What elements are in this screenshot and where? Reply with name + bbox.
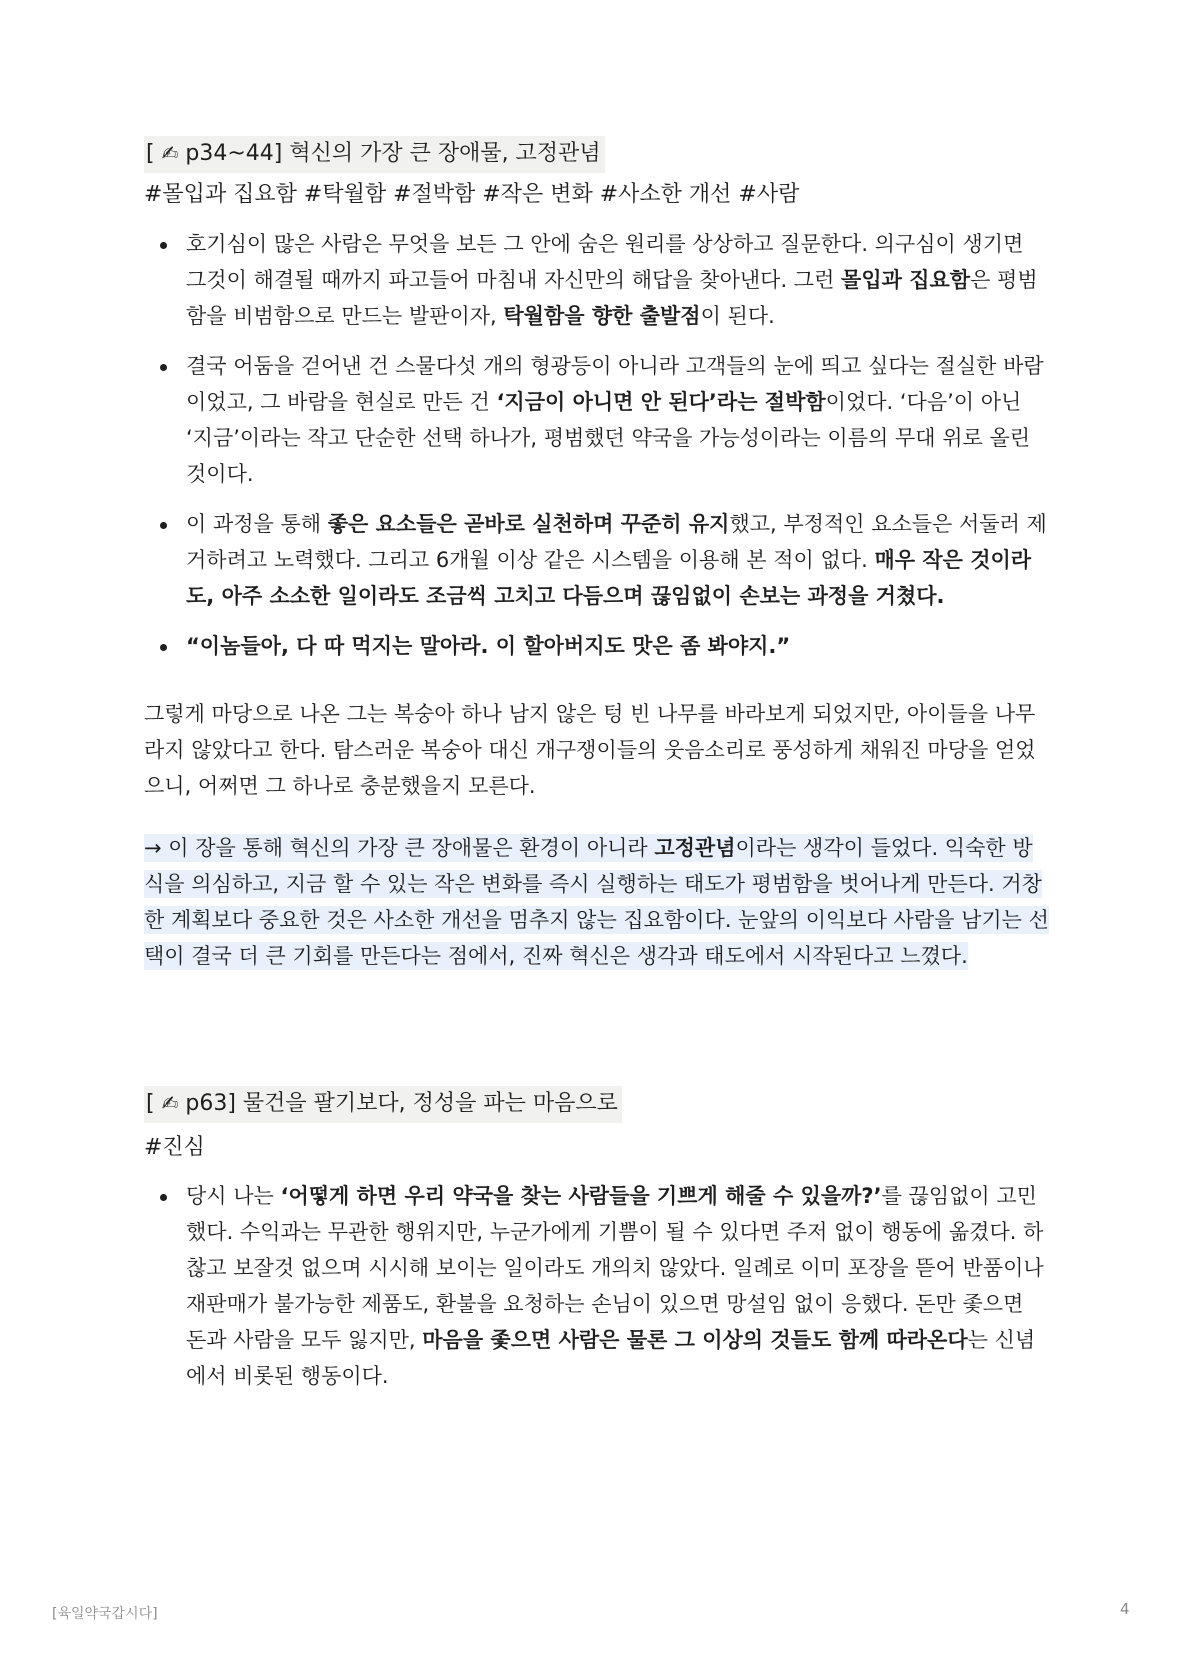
text-run: 당시 나는 [186, 1184, 281, 1208]
bold-run: 탁월함을 향한 출발점 [503, 304, 701, 328]
page-number: 4 [1120, 1600, 1130, 1618]
highlight [144, 834, 1049, 970]
list-item [144, 506, 1050, 614]
reflection-note [144, 830, 1050, 974]
text-run: 호기심이 많은 사람은 무엇을 보든 그 안에 숨은 원리를 상상하고 질문한다. 의구심이 생기면 그것이 해결될 때까지 파고들어 마침내 자신만의 해답을 찾아낸다. 그런 [186, 232, 1024, 292]
list-item [144, 1178, 1050, 1394]
hashtag-line: #진심 [144, 1135, 205, 1160]
text-run: 했고, 부정적인 요소들은 서둘러 제거하려고 노력했다. 그리고 6개월 이상 같은 시스템을 이용해 본 적이 없다. [186, 512, 1047, 572]
heading-text: p34~44] 혁신의 가장 큰 장애물, 고정관념 [185, 141, 601, 166]
text-run: 를 끊임없이 고민했다. 수익과는 무관한 행위지만, 누군가에게 기쁨이 될 수 있다면 주저 없이 행동에 옮겼다. 하찮고 보잘것 없으며 시시해 보이는 일이라도 개의치 않았다. 일례로 이미 포장을 뜯어 반품이나 재판매가 불가능한 제품도, 환불을 요청하는 손님이 있으면 망설임 없이 응했다. 돈만 좇으면 돈과 사람을 모두 잃지만, [186, 1184, 1044, 1352]
heading-bracket: [ [146, 141, 155, 166]
text-run: 이 된다. [700, 304, 775, 328]
text-run: 이 과정을 통해 [186, 512, 328, 536]
bullet-list [144, 1178, 1050, 1408]
bold-run: 매우 작은 것이라도, 아주 소소한 일이라도 조금씩 고치고 다듬으며 끊임없이 손보는 과정을 거쳤다. [186, 548, 1032, 608]
bold-run: 마음을 좇으면 사람은 물론 그 이상의 것들도 함께 따라온다 [422, 1328, 968, 1352]
bullet-list [144, 226, 1050, 678]
text-run: 이라는 생각이 들었다. 익숙한 방식을 의심하고, 지금 할 수 있는 작은 변화를 즉시 실행하는 태도가 평범함을 벗어나게 만든다. 거창한 계획보다 중요한 것은 사소한 개선을 멈추지 않는 집요함이다. 눈앞의 이익보다 사람을 남기는 선택이 결국 더 큰 기회를 만든다는 점에서, 진짜 혁신은 생각과 태도에서 시작된다고 느꼈다. [144, 836, 1049, 968]
writing-hand-icon: ✍ [161, 141, 179, 165]
section-heading [144, 136, 605, 173]
bold-run: 몰입과 집요함 [841, 268, 971, 292]
hashtag-line: #몰입과 집요함 #탁월함 #절박함 #작은 변화 #사소한 개선 #사람 [144, 182, 800, 207]
bold-run: ‘어떻게 하면 우리 약국을 찾는 사람들을 기쁘게 해줄 수 있을까?’ [280, 1184, 882, 1208]
list-item [144, 628, 1050, 664]
list-item [144, 348, 1050, 492]
body-paragraph: 그렇게 마당으로 나온 그는 복숭아 하나 남지 않은 텅 빈 나무를 바라보게 되었지만, 아이들을 나무라지 않았다고 한다. 탐스러운 복숭아 대신 개구쟁이들의 웃음소리로 풍성하게 채워진 마당을 얻었으니, 어쩌면 그 하나로 충분했을지 모른다. [144, 702, 1036, 798]
text-run: 는 신념에서 비롯된 행동이다. [186, 1328, 1036, 1388]
heading-bracket: [ [146, 1091, 155, 1116]
section-heading [144, 1086, 622, 1123]
text-run: 은 평범함을 비범함으로 만드는 발판이자, [186, 268, 1038, 328]
bold-run: 좋은 요소들은 곧바로 실천하며 꾸준히 유지 [327, 512, 730, 536]
bold-run: ‘지금이 아니면 안 된다’라는 절박함 [496, 390, 826, 414]
list-item [144, 226, 1050, 334]
text-run: → 이 장을 통해 혁신의 가장 큰 장애물은 환경이 아니라 [144, 836, 655, 860]
footer-title: [육일약국갑시다] [52, 1606, 158, 1622]
writing-hand-icon: ✍ [161, 1091, 179, 1115]
text-run: 결국 어둠을 걷어낸 건 스물다섯 개의 형광등이 아니라 고객들의 눈에 띄고 싶다는 절실한 바람이었고, 그 바람을 현실로 만든 건 [186, 354, 1044, 414]
bold-run: 고정관념 [654, 836, 736, 860]
bold-run: “이놈들아, 다 따 먹지는 말아라. 이 할아버지도 맛은 좀 봐야지.” [186, 634, 791, 658]
text-run: 이었다. ‘다음’이 아닌 ‘지금’이라는 작고 단순한 선택 하나가, 평범했던 약국을 가능성이라는 이름의 무대 위로 올린 것이다. [186, 390, 1031, 486]
heading-text: p63] 물건을 팔기보다, 정성을 파는 마음으로 [185, 1091, 618, 1116]
